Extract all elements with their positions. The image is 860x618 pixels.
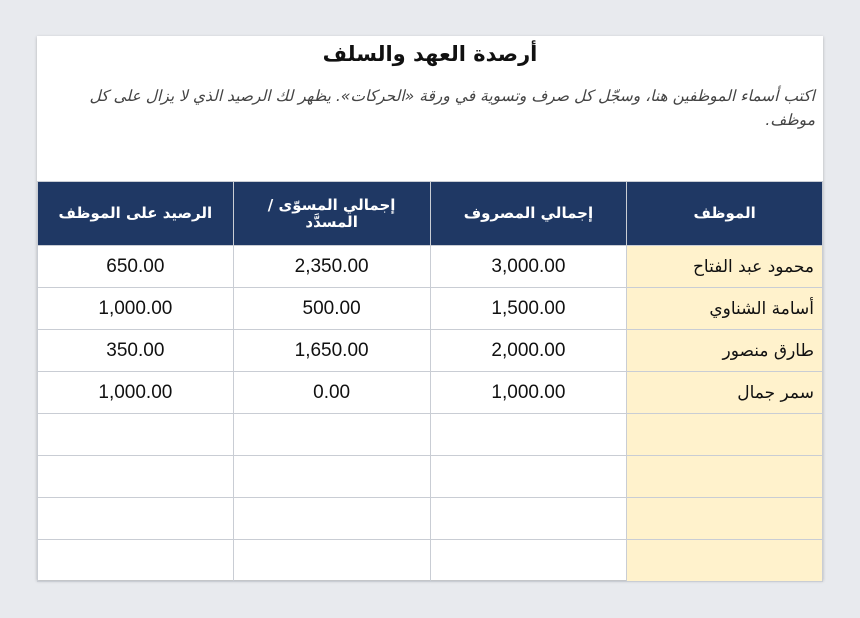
total-settled-cell[interactable] [233, 414, 430, 456]
balance-cell[interactable] [38, 456, 234, 498]
total-spent-cell[interactable] [430, 414, 627, 456]
total-spent-cell[interactable]: 3,000.00 [430, 246, 627, 288]
employee-cell[interactable]: أسامة الشناوي [627, 288, 823, 330]
total-spent-cell[interactable]: 2,000.00 [430, 330, 627, 372]
sheet-title[interactable]: أرصدة العهد والسلف [322, 42, 538, 66]
employee-cell[interactable] [627, 540, 823, 582]
header-total-settled[interactable]: إجمالي المسوّى / المسدَّد [233, 182, 430, 246]
spreadsheet-sheet [37, 36, 823, 580]
employee-cell[interactable] [627, 414, 823, 456]
total-spent-cell[interactable]: 1,000.00 [430, 372, 627, 414]
employee-cell[interactable]: طارق منصور [627, 330, 823, 372]
table-row [38, 288, 823, 330]
balance-cell[interactable] [38, 540, 234, 582]
total-spent-cell[interactable] [430, 456, 627, 498]
total-spent-cell[interactable]: 1,500.00 [430, 288, 627, 330]
balance-cell[interactable] [38, 498, 234, 540]
header-employee[interactable]: الموظف [627, 182, 823, 246]
table-row [38, 498, 823, 540]
balance-cell[interactable]: 1,000.00 [38, 288, 234, 330]
table-row [38, 372, 823, 414]
table-row [38, 414, 823, 456]
header-row [38, 182, 823, 246]
total-settled-cell[interactable] [233, 498, 430, 540]
table-row [38, 456, 823, 498]
employee-cell[interactable] [627, 456, 823, 498]
employee-cell[interactable]: محمود عبد الفتاح [627, 246, 823, 288]
balances-table [37, 181, 823, 582]
balance-cell[interactable]: 1,000.00 [38, 372, 234, 414]
table-row [38, 540, 823, 582]
header-balance[interactable]: الرصيد على الموظف [38, 182, 234, 246]
total-settled-cell[interactable] [233, 540, 430, 582]
table-row [38, 246, 823, 288]
total-settled-cell[interactable]: 1,650.00 [233, 330, 430, 372]
table-row [38, 330, 823, 372]
total-settled-cell[interactable] [233, 456, 430, 498]
total-settled-cell[interactable]: 500.00 [233, 288, 430, 330]
balance-cell[interactable]: 650.00 [38, 246, 234, 288]
total-spent-cell[interactable] [430, 540, 627, 582]
balance-cell[interactable] [38, 414, 234, 456]
employee-cell[interactable] [627, 498, 823, 540]
total-spent-cell[interactable] [430, 498, 627, 540]
total-settled-cell[interactable]: 2,350.00 [233, 246, 430, 288]
sheet-description[interactable]: اكتب أسماء الموظفين هنا، وسجّل كل صرف وتسوية في ورقة «الحركات». يظهر لك الرصيد الذي لا يزال على كل موظف. [89, 87, 815, 129]
employee-cell[interactable]: سمر جمال [627, 372, 823, 414]
balance-cell[interactable]: 350.00 [38, 330, 234, 372]
header-total-spent[interactable]: إجمالي المصروف [430, 182, 627, 246]
total-settled-cell[interactable]: 0.00 [233, 372, 430, 414]
